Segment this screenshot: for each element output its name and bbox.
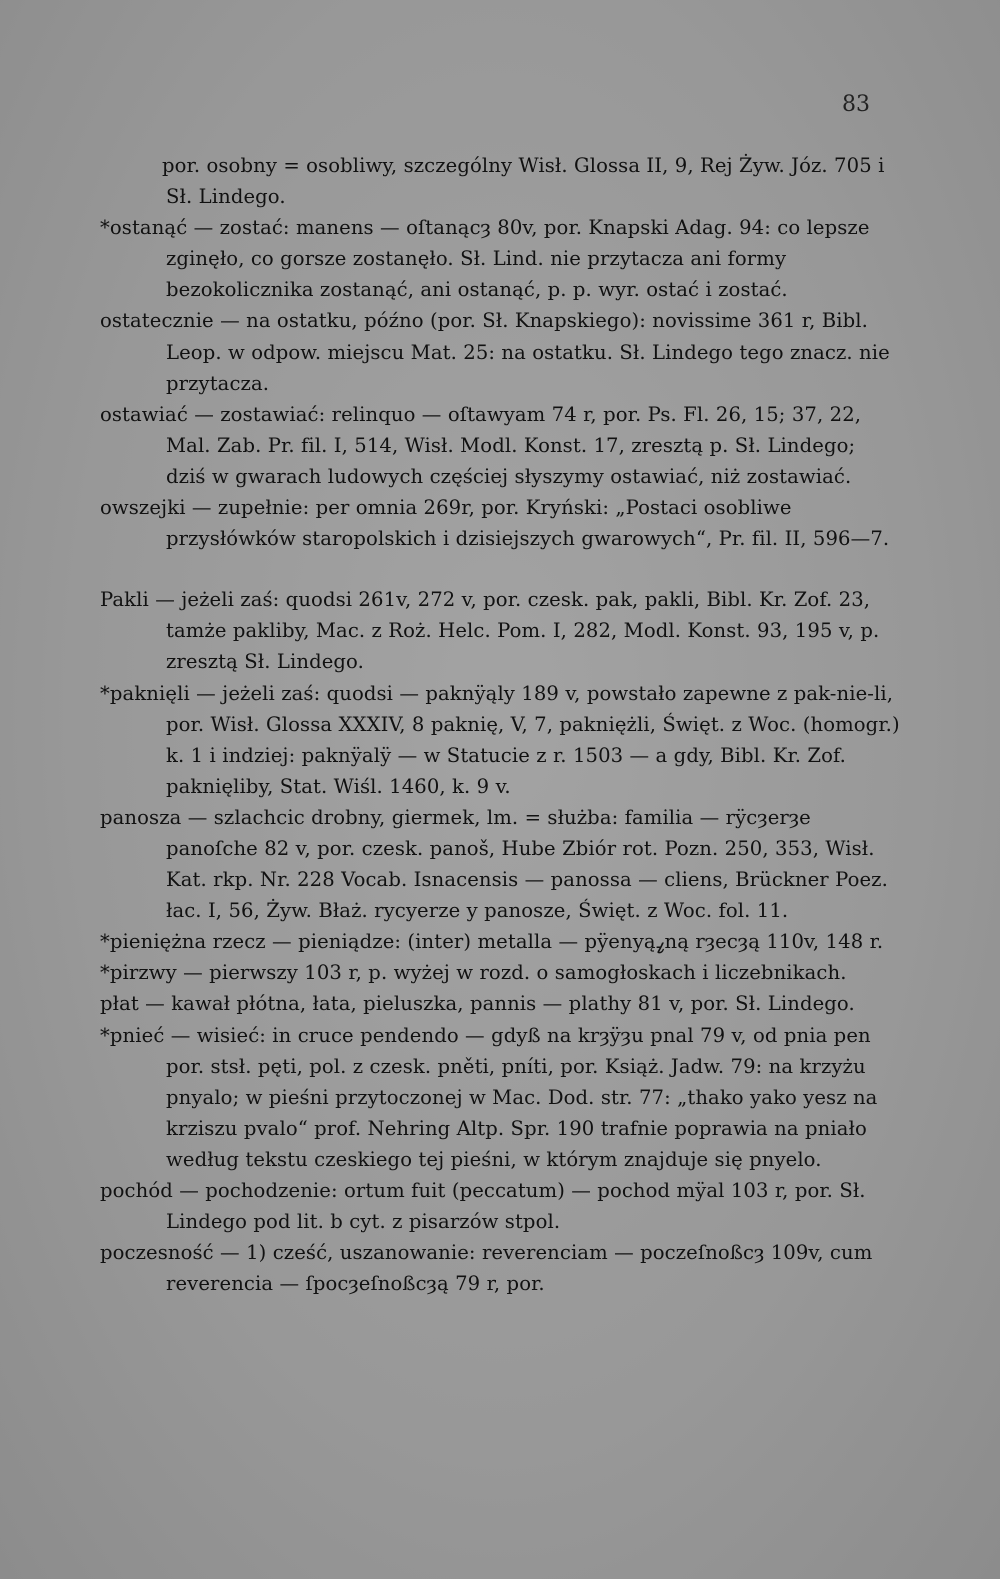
entry-pniec: *pnieć — wisieć: in cruce pendendo — gdyß na krȝÿȝu pnal 79 v, od pnia pen por. stsł. pęti, pol. z czesk. pněti, pníti, por. Książ. Jadw. 79: na krzyżu pnyalo; w pieśni przytoczonej w Mac. Dod. str. 77: „thako yako yesz na krziszu pvalo“ prof. Nehring Altp. Spr. 190 trafnie poprawia na pniało według tekstu czeskiego tej pieśni, w którym znajduje się pnyelo. — [100, 1023, 878, 1171]
entry-ostawiac: ostawiać — zostawiać: relinquo — oſtawyam 74 r, por. Ps. Fl. 26, 15; 37, 22, Mal. Zab. Pr. fil. I, 514, Wisł. Modl. Konst. 17, zresztą p. Sł. Lindego; dziś w gwarach ludowych częściej słyszymy ostawiać, niż zostawiać. — [100, 402, 862, 488]
dictionary-entries — [100, 150, 900, 1299]
entry-ostatecznie: ostatecznie — na ostatku, późno (por. Sł. Knapskiego): novissime 361 r, Bibl. Leop. w odpow. miejscu Mat. 25: na ostatku. Sł. Lindego tego znacz. nie przytacza. — [100, 309, 890, 395]
entry-poczesnosc: poczesność — 1) cześć, uszanowanie: reverenciam — poczeſnoßcȝ 109v, cum reverencia — ſpocȝeſnoßcȝą 79 r, por. — [100, 1241, 873, 1296]
entry-pieniezna-rzecz: *pieniężna rzecz — pieniądze: (inter) metalla — pÿenyąߨną rȝecȝą 110v, 148 r. — [100, 930, 884, 954]
entry-pakli: Pakli — jeżeli zaś: quodsi 261v, 272 v, por. czesk. pak, pakli, Bibl. Kr. Zof. 23, tamże pakliby, Mac. z Roż. Helc. Pom. I, 282, Modl. Konst. 93, 195 v, p. zresztą Sł. Lindego. — [100, 588, 880, 674]
entry-pirzwy: *pirzwy — pierwszy 103 r, p. wyżej w rozd. o samogłoskach i liczebnikach. — [100, 961, 847, 985]
entry-osobny: por. osobny = osobliwy, szczególny Wisł. Glossa II, 9, Rej Żyw. Józ. 705 i Sł. Lindego. — [162, 154, 885, 209]
entry-plat: płat — kawał płótna, łata, pieluszka, pannis — plathy 81 v, por. Sł. Lindego. — [100, 992, 855, 1016]
entry-paknieli: *paknięli — jeżeli zaś: quodsi — paknÿąly 189 v, powstało zapewne z pak-nie-li, por. Wisł. Glossa XXXIV, 8 paknię, V, 7, pakniężli, Święt. z Woc. (homogr.) k. 1 i indziej: paknÿalÿ — w Statucie z r. 1503 — a gdy, Bibl. Kr. Zof. paknięliby, Stat. Wiśl. 1460, k. 9 v. — [100, 681, 900, 798]
entry-ostanac: *ostanąć — zostać: manens — oſtanącȝ 80v, por. Knapski Adag. 94: co lepsze zginęło, co gorsze zostanęło. Sł. Lind. nie przytacza ani formy bezokolicznika zostanąć, ani ostanąć, p. p. wyr. ostać i zostać. — [100, 216, 870, 302]
section-gap — [100, 554, 900, 584]
entry-pochod: pochód — pochodzenie: ortum fuit (peccatum) — pochod mÿal 103 r, por. Sł. Lindego pod lit. b cyt. z pisarzów stpol. — [100, 1179, 866, 1234]
entry-owszejki: owszejki — zupełnie: per omnia 269r, por. Kryński: „Postaci osobliwe przysłówków staropolskich i dzisiejszych gwarowych“, Pr. fil. II, 596—7. — [100, 496, 890, 551]
entry-panosza: panosza — szlachcic drobny, giermek, lm. = służba: familia — rÿcȝerȝe panoſche 82 v, por. czesk. panoš, Hube Zbiór rot. Pozn. 250, 353, Wisł. Kat. rkp. Nr. 228 Vocab. Isnacensis — panossa — cliens, Brückner Poez. łac. I, 56, Żyw. Błaż. rycyerze y panosze, Święt. z Woc. fol. 11. — [100, 805, 888, 923]
page-number: 83 — [842, 92, 870, 117]
